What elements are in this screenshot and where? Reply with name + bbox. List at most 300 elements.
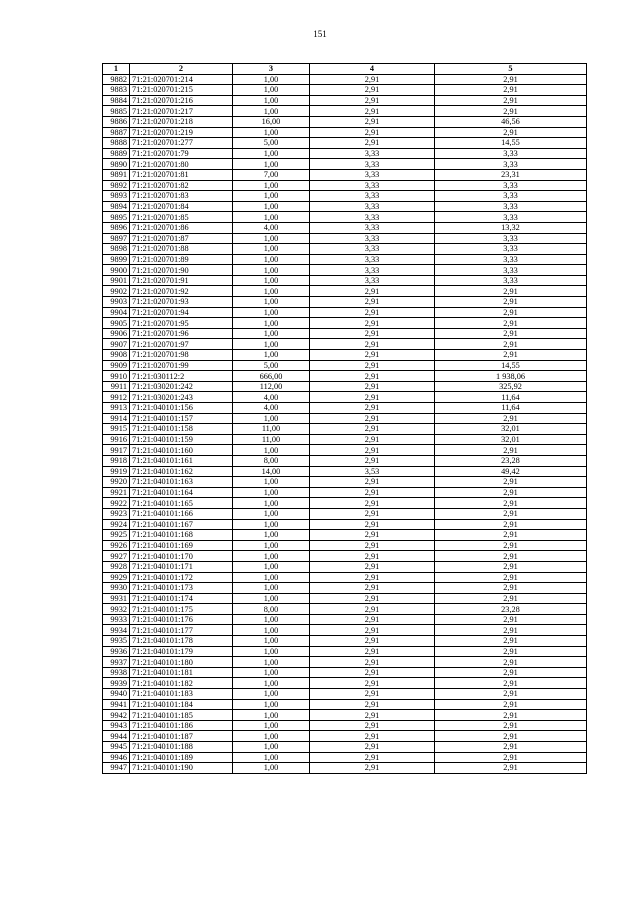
cadastral-number: 71:21:020701:79 xyxy=(130,148,233,159)
value-col5: 23,28 xyxy=(435,455,587,466)
table-row xyxy=(103,180,587,191)
value-col4: 2,91 xyxy=(310,371,435,382)
table-body xyxy=(103,74,587,773)
data-table xyxy=(102,63,587,774)
value-col4: 2,91 xyxy=(310,572,435,583)
table-row xyxy=(103,286,587,297)
value-col4: 2,91 xyxy=(310,657,435,668)
value-col5: 2,91 xyxy=(435,328,587,339)
row-number: 9936 xyxy=(103,646,130,657)
value-col4: 2,91 xyxy=(310,551,435,562)
cadastral-number: 71:21:020701:91 xyxy=(130,275,233,286)
value-col3: 1,00 xyxy=(233,307,310,318)
value-col3: 1,00 xyxy=(233,318,310,329)
cadastral-number: 71:21:040101:159 xyxy=(130,434,233,445)
value-col4: 2,91 xyxy=(310,561,435,572)
cadastral-number: 71:21:030201:243 xyxy=(130,392,233,403)
value-col4: 2,91 xyxy=(310,403,435,414)
value-col3: 1,00 xyxy=(233,180,310,191)
value-col5: 2,91 xyxy=(435,742,587,753)
table-row xyxy=(103,731,587,742)
table-row xyxy=(103,254,587,265)
table-row xyxy=(103,445,587,456)
cadastral-number: 71:21:040101:167 xyxy=(130,519,233,530)
value-col5: 49,42 xyxy=(435,466,587,477)
table-row xyxy=(103,360,587,371)
cadastral-number: 71:21:040101:158 xyxy=(130,424,233,435)
value-col3: 1,00 xyxy=(233,561,310,572)
table-row xyxy=(103,95,587,106)
value-col4: 2,91 xyxy=(310,318,435,329)
value-col4: 2,91 xyxy=(310,625,435,636)
value-col3: 1,00 xyxy=(233,519,310,530)
value-col3: 1,00 xyxy=(233,551,310,562)
value-col3: 1,00 xyxy=(233,297,310,308)
row-number: 9901 xyxy=(103,275,130,286)
value-col3: 1,00 xyxy=(233,233,310,244)
cadastral-number: 71:21:040101:166 xyxy=(130,508,233,519)
value-col5: 2,91 xyxy=(435,667,587,678)
table-row xyxy=(103,551,587,562)
value-col4: 3,33 xyxy=(310,159,435,170)
value-col5: 2,91 xyxy=(435,678,587,689)
value-col4: 3,33 xyxy=(310,275,435,286)
value-col3: 1,00 xyxy=(233,742,310,753)
cadastral-number: 71:21:020701:89 xyxy=(130,254,233,265)
cadastral-number: 71:21:020701:82 xyxy=(130,180,233,191)
value-col4: 2,91 xyxy=(310,455,435,466)
value-col5: 2,91 xyxy=(435,318,587,329)
table-row xyxy=(103,752,587,763)
row-number: 9888 xyxy=(103,138,130,149)
value-col3: 5,00 xyxy=(233,138,310,149)
table-row xyxy=(103,191,587,202)
table-row xyxy=(103,222,587,233)
value-col4: 2,91 xyxy=(310,646,435,657)
table-row xyxy=(103,339,587,350)
table-row xyxy=(103,678,587,689)
row-number: 9892 xyxy=(103,180,130,191)
value-col5: 2,91 xyxy=(435,127,587,138)
value-col4: 2,91 xyxy=(310,530,435,541)
value-col4: 3,33 xyxy=(310,191,435,202)
value-col3: 1,00 xyxy=(233,265,310,276)
row-number: 9929 xyxy=(103,572,130,583)
value-col3: 4,00 xyxy=(233,222,310,233)
cadastral-number: 71:21:040101:160 xyxy=(130,445,233,456)
cadastral-number: 71:21:020701:87 xyxy=(130,233,233,244)
cadastral-number: 71:21:020701:99 xyxy=(130,360,233,371)
value-col4: 2,91 xyxy=(310,540,435,551)
value-col4: 2,91 xyxy=(310,487,435,498)
table-row xyxy=(103,381,587,392)
table-row xyxy=(103,763,587,774)
column-header-1: 1 xyxy=(103,64,130,75)
value-col4: 3,33 xyxy=(310,254,435,265)
table-row xyxy=(103,244,587,255)
cadastral-number: 71:21:020701:85 xyxy=(130,212,233,223)
value-col3: 1,00 xyxy=(233,74,310,85)
value-col5: 2,91 xyxy=(435,625,587,636)
table-row xyxy=(103,519,587,530)
table-row xyxy=(103,212,587,223)
value-col4: 2,91 xyxy=(310,636,435,647)
value-col5: 2,91 xyxy=(435,477,587,488)
row-number: 9889 xyxy=(103,148,130,159)
value-col5: 2,91 xyxy=(435,593,587,604)
value-col5: 2,91 xyxy=(435,720,587,731)
value-col3: 112,00 xyxy=(233,381,310,392)
value-col5: 2,91 xyxy=(435,307,587,318)
table-row xyxy=(103,593,587,604)
row-number: 9909 xyxy=(103,360,130,371)
value-col4: 2,91 xyxy=(310,286,435,297)
value-col3: 1,00 xyxy=(233,593,310,604)
value-col4: 2,91 xyxy=(310,583,435,594)
row-number: 9931 xyxy=(103,593,130,604)
cadastral-number: 71:21:040101:190 xyxy=(130,763,233,774)
row-number: 9915 xyxy=(103,424,130,435)
value-col5: 2,91 xyxy=(435,561,587,572)
row-number: 9903 xyxy=(103,297,130,308)
row-number: 9935 xyxy=(103,636,130,647)
row-number: 9933 xyxy=(103,614,130,625)
value-col4: 2,91 xyxy=(310,720,435,731)
cadastral-number: 71:21:040101:163 xyxy=(130,477,233,488)
cadastral-number: 71:21:040101:187 xyxy=(130,731,233,742)
row-number: 9927 xyxy=(103,551,130,562)
table-row xyxy=(103,699,587,710)
value-col5: 2,91 xyxy=(435,95,587,106)
value-col5: 3,33 xyxy=(435,180,587,191)
value-col4: 2,91 xyxy=(310,328,435,339)
value-col3: 1,00 xyxy=(233,530,310,541)
value-col4: 2,91 xyxy=(310,519,435,530)
value-col5: 2,91 xyxy=(435,646,587,657)
value-col4: 2,91 xyxy=(310,413,435,424)
row-number: 9884 xyxy=(103,95,130,106)
table-row xyxy=(103,328,587,339)
row-number: 9925 xyxy=(103,530,130,541)
value-col5: 32,01 xyxy=(435,434,587,445)
value-col4: 3,33 xyxy=(310,212,435,223)
value-col3: 1,00 xyxy=(233,487,310,498)
cadastral-number: 71:21:040101:172 xyxy=(130,572,233,583)
value-col4: 2,91 xyxy=(310,498,435,509)
cadastral-number: 71:21:040101:157 xyxy=(130,413,233,424)
value-col5: 3,33 xyxy=(435,191,587,202)
table-row xyxy=(103,138,587,149)
cadastral-number: 71:21:020701:98 xyxy=(130,350,233,361)
value-col3: 1,00 xyxy=(233,752,310,763)
value-col3: 1,00 xyxy=(233,127,310,138)
row-number: 9941 xyxy=(103,699,130,710)
cadastral-number: 71:21:020701:218 xyxy=(130,116,233,127)
cadastral-number: 71:21:020701:86 xyxy=(130,222,233,233)
cadastral-number: 71:21:040101:164 xyxy=(130,487,233,498)
value-col5: 3,33 xyxy=(435,254,587,265)
value-col5: 46,56 xyxy=(435,116,587,127)
value-col5: 2,91 xyxy=(435,614,587,625)
row-number: 9919 xyxy=(103,466,130,477)
value-col4: 2,91 xyxy=(310,116,435,127)
value-col5: 2,91 xyxy=(435,540,587,551)
value-col5: 2,91 xyxy=(435,572,587,583)
table-row xyxy=(103,307,587,318)
cadastral-number: 71:21:040101:180 xyxy=(130,657,233,668)
value-col4: 2,91 xyxy=(310,731,435,742)
row-number: 9890 xyxy=(103,159,130,170)
value-col3: 1,00 xyxy=(233,328,310,339)
value-col4: 2,91 xyxy=(310,477,435,488)
value-col4: 2,91 xyxy=(310,381,435,392)
value-col3: 1,00 xyxy=(233,244,310,255)
table-row xyxy=(103,127,587,138)
value-col5: 11,64 xyxy=(435,403,587,414)
cadastral-number: 71:21:020701:94 xyxy=(130,307,233,318)
value-col5: 2,91 xyxy=(435,731,587,742)
value-col5: 2,91 xyxy=(435,413,587,424)
value-col4: 2,91 xyxy=(310,678,435,689)
row-number: 9912 xyxy=(103,392,130,403)
value-col5: 23,28 xyxy=(435,604,587,615)
table-row xyxy=(103,318,587,329)
value-col4: 2,91 xyxy=(310,350,435,361)
value-col3: 1,00 xyxy=(233,275,310,286)
value-col5: 2,91 xyxy=(435,85,587,96)
row-number: 9885 xyxy=(103,106,130,117)
table-row xyxy=(103,508,587,519)
value-col3: 1,00 xyxy=(233,445,310,456)
row-number: 9902 xyxy=(103,286,130,297)
cadastral-number: 71:21:040101:176 xyxy=(130,614,233,625)
cadastral-number: 71:21:020701:81 xyxy=(130,169,233,180)
value-col3: 1,00 xyxy=(233,106,310,117)
value-col3: 1,00 xyxy=(233,350,310,361)
value-col5: 3,33 xyxy=(435,233,587,244)
value-col4: 3,33 xyxy=(310,201,435,212)
value-col5: 2,91 xyxy=(435,551,587,562)
row-number: 9921 xyxy=(103,487,130,498)
value-col5: 2,91 xyxy=(435,699,587,710)
table-row xyxy=(103,392,587,403)
row-number: 9913 xyxy=(103,403,130,414)
value-col4: 2,91 xyxy=(310,593,435,604)
value-col4: 3,33 xyxy=(310,244,435,255)
cadastral-number: 71:21:040101:175 xyxy=(130,604,233,615)
row-number: 9916 xyxy=(103,434,130,445)
value-col3: 1,00 xyxy=(233,286,310,297)
cadastral-number: 71:21:040101:156 xyxy=(130,403,233,414)
table-row xyxy=(103,689,587,700)
table-row xyxy=(103,434,587,445)
cadastral-number: 71:21:040101:182 xyxy=(130,678,233,689)
value-col4: 3,33 xyxy=(310,233,435,244)
value-col4: 2,91 xyxy=(310,752,435,763)
value-col3: 1,00 xyxy=(233,636,310,647)
table-row xyxy=(103,413,587,424)
value-col3: 1,00 xyxy=(233,540,310,551)
table-row xyxy=(103,85,587,96)
value-col4: 2,91 xyxy=(310,424,435,435)
value-col5: 3,33 xyxy=(435,201,587,212)
value-col4: 2,91 xyxy=(310,763,435,774)
value-col3: 1,00 xyxy=(233,508,310,519)
value-col3: 1,00 xyxy=(233,212,310,223)
value-col4: 2,91 xyxy=(310,392,435,403)
row-number: 9896 xyxy=(103,222,130,233)
value-col3: 4,00 xyxy=(233,403,310,414)
value-col3: 1,00 xyxy=(233,413,310,424)
value-col4: 2,91 xyxy=(310,445,435,456)
value-col3: 1,00 xyxy=(233,95,310,106)
table-row xyxy=(103,265,587,276)
value-col4: 3,33 xyxy=(310,169,435,180)
table-row xyxy=(103,424,587,435)
cadastral-number: 71:21:040101:188 xyxy=(130,742,233,753)
value-col5: 2,91 xyxy=(435,763,587,774)
cadastral-number: 71:21:020701:97 xyxy=(130,339,233,350)
table-row xyxy=(103,371,587,382)
value-col5: 3,33 xyxy=(435,275,587,286)
row-number: 9942 xyxy=(103,710,130,721)
value-col3: 1,00 xyxy=(233,254,310,265)
row-number: 9939 xyxy=(103,678,130,689)
cadastral-number: 71:21:020701:93 xyxy=(130,297,233,308)
value-col5: 3,33 xyxy=(435,159,587,170)
table-row xyxy=(103,466,587,477)
cadastral-number: 71:21:020701:84 xyxy=(130,201,233,212)
value-col4: 2,91 xyxy=(310,85,435,96)
value-col3: 1,00 xyxy=(233,763,310,774)
table-row xyxy=(103,106,587,117)
table-row xyxy=(103,530,587,541)
table-row xyxy=(103,614,587,625)
table-row xyxy=(103,455,587,466)
value-col3: 11,00 xyxy=(233,434,310,445)
value-col5: 2,91 xyxy=(435,74,587,85)
cadastral-number: 71:21:040101:186 xyxy=(130,720,233,731)
table-row xyxy=(103,403,587,414)
header-row xyxy=(103,64,587,75)
value-col5: 14,55 xyxy=(435,360,587,371)
value-col3: 1,00 xyxy=(233,731,310,742)
cadastral-number: 71:21:040101:179 xyxy=(130,646,233,657)
row-number: 9918 xyxy=(103,455,130,466)
table-row xyxy=(103,657,587,668)
value-col5: 2,91 xyxy=(435,508,587,519)
row-number: 9914 xyxy=(103,413,130,424)
row-number: 9922 xyxy=(103,498,130,509)
table-row xyxy=(103,487,587,498)
table-row xyxy=(103,625,587,636)
value-col5: 2,91 xyxy=(435,657,587,668)
value-col3: 1,00 xyxy=(233,710,310,721)
value-col3: 1,00 xyxy=(233,339,310,350)
value-col5: 3,33 xyxy=(435,244,587,255)
column-header-5: 5 xyxy=(435,64,587,75)
cadastral-number: 71:21:020701:83 xyxy=(130,191,233,202)
value-col3: 7,00 xyxy=(233,169,310,180)
row-number: 9920 xyxy=(103,477,130,488)
value-col5: 3,33 xyxy=(435,148,587,159)
value-col4: 2,91 xyxy=(310,95,435,106)
value-col3: 1,00 xyxy=(233,572,310,583)
column-header-3: 3 xyxy=(233,64,310,75)
value-col4: 2,91 xyxy=(310,360,435,371)
value-col3: 1,00 xyxy=(233,657,310,668)
value-col5: 2,91 xyxy=(435,350,587,361)
table-row xyxy=(103,572,587,583)
cadastral-number: 71:21:020701:80 xyxy=(130,159,233,170)
value-col4: 2,91 xyxy=(310,297,435,308)
row-number: 9906 xyxy=(103,328,130,339)
value-col3: 1,00 xyxy=(233,667,310,678)
row-number: 9934 xyxy=(103,625,130,636)
value-col4: 2,91 xyxy=(310,689,435,700)
cadastral-number: 71:21:020701:95 xyxy=(130,318,233,329)
table-row xyxy=(103,169,587,180)
row-number: 9900 xyxy=(103,265,130,276)
value-col3: 1,00 xyxy=(233,625,310,636)
value-col5: 32,01 xyxy=(435,424,587,435)
cadastral-number: 71:21:020701:215 xyxy=(130,85,233,96)
row-number: 9895 xyxy=(103,212,130,223)
value-col4: 2,91 xyxy=(310,710,435,721)
value-col5: 23,31 xyxy=(435,169,587,180)
cadastral-number: 71:21:030112:2 xyxy=(130,371,233,382)
table-row xyxy=(103,159,587,170)
value-col5: 2,91 xyxy=(435,583,587,594)
value-col5: 2,91 xyxy=(435,487,587,498)
table-row xyxy=(103,583,587,594)
value-col5: 2,91 xyxy=(435,689,587,700)
cadastral-number: 71:21:040101:171 xyxy=(130,561,233,572)
value-col4: 2,91 xyxy=(310,74,435,85)
value-col3: 1,00 xyxy=(233,583,310,594)
value-col4: 3,53 xyxy=(310,466,435,477)
row-number: 9882 xyxy=(103,74,130,85)
row-number: 9932 xyxy=(103,604,130,615)
cadastral-number: 71:21:020701:92 xyxy=(130,286,233,297)
row-number: 9897 xyxy=(103,233,130,244)
value-col4: 2,91 xyxy=(310,508,435,519)
value-col3: 1,00 xyxy=(233,85,310,96)
cadastral-number: 71:21:040101:174 xyxy=(130,593,233,604)
row-number: 9923 xyxy=(103,508,130,519)
table-row xyxy=(103,74,587,85)
cadastral-number: 71:21:040101:170 xyxy=(130,551,233,562)
cadastral-number: 71:21:040101:185 xyxy=(130,710,233,721)
value-col3: 1,00 xyxy=(233,678,310,689)
row-number: 9891 xyxy=(103,169,130,180)
row-number: 9910 xyxy=(103,371,130,382)
value-col4: 2,91 xyxy=(310,138,435,149)
table-row xyxy=(103,148,587,159)
table-row xyxy=(103,350,587,361)
value-col4: 3,33 xyxy=(310,265,435,276)
value-col4: 2,91 xyxy=(310,307,435,318)
row-number: 9940 xyxy=(103,689,130,700)
value-col4: 3,33 xyxy=(310,148,435,159)
value-col3: 11,00 xyxy=(233,424,310,435)
page-number: 151 xyxy=(313,29,327,39)
row-number: 9917 xyxy=(103,445,130,456)
value-col5: 2,91 xyxy=(435,752,587,763)
value-col4: 3,33 xyxy=(310,180,435,191)
cadastral-number: 71:21:040101:184 xyxy=(130,699,233,710)
cadastral-number: 71:21:020701:219 xyxy=(130,127,233,138)
